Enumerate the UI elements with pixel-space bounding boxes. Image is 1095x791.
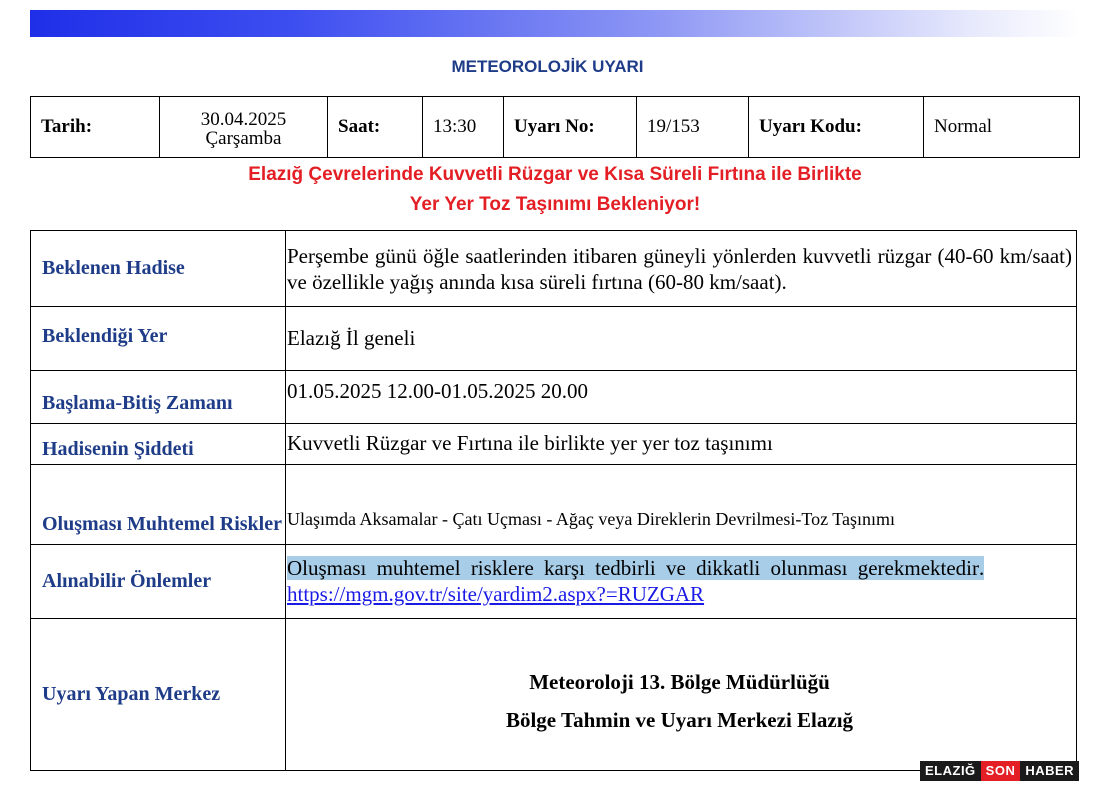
time-range-value: 01.05.2025 12.00-01.05.2025 20.00 (286, 371, 1077, 424)
center-label: Uyarı Yapan Merkez (31, 619, 286, 771)
headline-line-2: Yer Yer Toz Taşınımı Bekleniyor! (409, 194, 701, 215)
mgm-help-link[interactable]: https://mgm.gov.tr/site/yardim2.aspx?=RUZGAR (287, 582, 705, 606)
expected-event-value: Perşembe günü öğle saatlerinden itibaren güneyli yönlerden kuvvetli rüzgar (40-60 km/saat) ve özellikle yağış anında kısa süreli fırtına (60-80 km/saat). (286, 231, 1077, 307)
row-risks (31, 465, 1077, 545)
expected-place-label: Beklendiği Yer (31, 307, 286, 371)
expected-place-value: Elazığ İl geneli (286, 307, 1077, 371)
risks-label: Oluşması Muhtemel Riskler (31, 465, 286, 545)
center-line-2: Bölge Tahmin ve Uyarı Merkezi Elazığ (505, 707, 854, 732)
row-time-range (31, 371, 1077, 424)
warning-code-label: Uyarı Kodu: (749, 97, 924, 158)
headline-line-1: Elazığ Çevrelerinde Kuvvetli Rüzgar ve Kısa Süreli Fırtına ile Birlikte (248, 164, 862, 185)
row-measures (31, 545, 1077, 619)
severity-label: Hadisenin Şiddeti (31, 424, 286, 465)
info-table (30, 96, 1080, 158)
risks-value: Ulaşımda Aksamalar - Çatı Uçması - Ağaç veya Direklerin Devrilmesi-Toz Taşınımı (286, 465, 1077, 545)
warning-no-label: Uyarı No: (504, 97, 637, 158)
warning-no-value: 19/153 (637, 97, 749, 158)
row-severity (31, 424, 1077, 465)
row-expected-place (31, 307, 1077, 371)
watermark-part-2: SON (981, 761, 1021, 781)
watermark-logo (920, 761, 1079, 781)
measures-label: Alınabilir Önlemler (31, 545, 286, 619)
center-line-1: Meteoroloji 13. Bölge Müdürlüğü (529, 669, 830, 694)
watermark-part-1: ELAZIĞ (920, 761, 981, 781)
row-warning-center (31, 619, 1077, 771)
measures-value: Oluşması muhtemel risklere karşı tedbirli ve dikkatli olunması gerekmektedir (287, 556, 980, 580)
warning-code-value: Normal (924, 97, 1080, 158)
watermark-part-3: HABER (1020, 761, 1079, 781)
date-value: 30.04.2025 (200, 109, 287, 130)
warning-headline (0, 160, 1095, 220)
time-range-label: Başlama-Bitiş Zamanı (31, 371, 286, 424)
date-label: Tarih: (31, 97, 160, 158)
header-gradient-bar (30, 10, 1080, 37)
day-value: Çarşamba (205, 128, 282, 149)
center-cell (286, 619, 1077, 771)
expected-event-label: Beklenen Hadise (31, 231, 286, 307)
details-table (30, 230, 1077, 771)
row-expected-event (31, 231, 1077, 307)
time-label: Saat: (328, 97, 423, 158)
document-title: METEOROLOJİK UYARI (451, 57, 644, 76)
measures-cell: Oluşması muhtemel risklere karşı tedbirli ve dikkatli olunması gerekmektedir. https://mgm.gov.tr/site/yardim2.aspx?=RUZGAR (286, 545, 1077, 619)
severity-value: Kuvvetli Rüzgar ve Fırtına ile birlikte yer yer toz taşınımı (286, 424, 1077, 465)
time-value: 13:30 (423, 97, 504, 158)
date-cell (160, 97, 328, 158)
